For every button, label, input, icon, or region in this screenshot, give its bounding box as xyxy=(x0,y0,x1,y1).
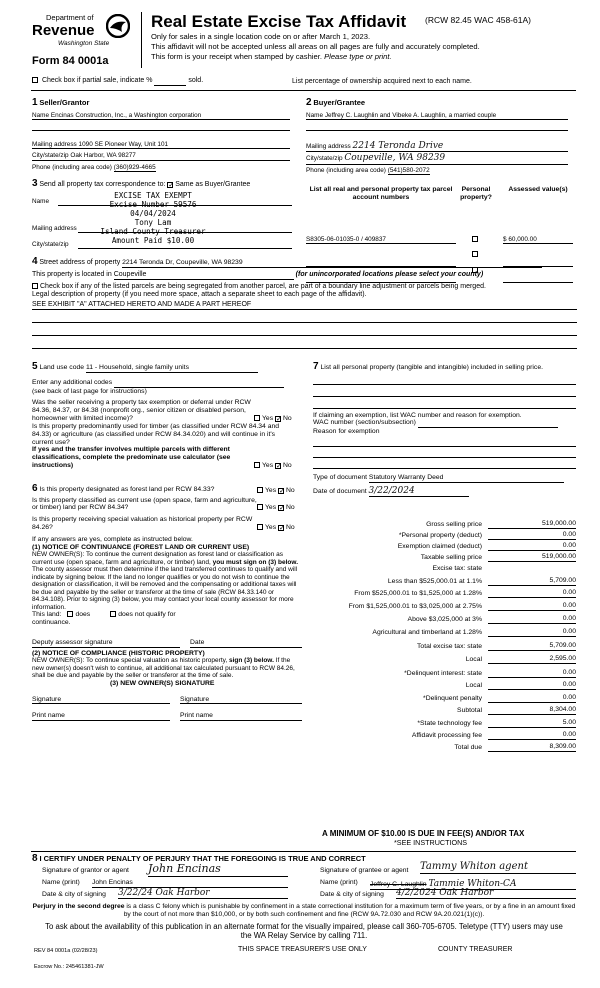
blank-line xyxy=(313,397,576,409)
tax-row-value[interactable]: 0.00 xyxy=(488,602,576,611)
does-not-checkbox[interactable] xyxy=(110,611,116,617)
label: Phone (including area code) xyxy=(306,166,386,174)
tax-row-label: Local xyxy=(465,682,482,690)
seller-phone-row xyxy=(32,164,290,171)
tax-row-label: From $1,525,000.01 to $3,025,000 at 2.75% xyxy=(348,603,482,611)
parcel-number[interactable]: S8305-06-01035-0 / 409837 xyxy=(306,236,386,243)
tax-row-value[interactable]: 519,000.00 xyxy=(488,520,576,529)
buyer-title: Buyer/Grantee xyxy=(313,98,366,107)
yes-label: Yes xyxy=(262,461,274,469)
notice2-body xyxy=(32,657,300,679)
buyer-mailing-value[interactable]: 2214 Teronda Drive xyxy=(352,140,444,151)
correspondence-name-label: Name xyxy=(32,198,50,205)
tax-row xyxy=(313,740,576,752)
no-label: No xyxy=(282,415,292,423)
seller-name-row xyxy=(32,112,290,120)
tax-row xyxy=(313,678,576,690)
no-label: No xyxy=(285,523,295,531)
header-note-3-italic: Please type or print. xyxy=(324,52,392,61)
notice1-text: The county assessor must then determine if the land transferred continues to qualify and will indicate by signing below. If the land no longer qualifies or you do not wish to continue the designation or classification, it will be removed and the compensating or additional taxes will be due and payable by the seller or transferor at the time of sale (RCW 84.33.140 or 84.34.108). Prior to signing (3) below, you may contact your local county assessor for more information. xyxy=(32,566,298,611)
line xyxy=(78,248,292,249)
doc-date-value[interactable]: 3/22/2024 xyxy=(369,486,469,497)
tax-row-value[interactable]: 8,304.00 xyxy=(488,706,576,715)
segregated-label: Check box if any of the listed parcels are being segregated from another parcel, are part of a boundary line adjustment or parcels being merged. xyxy=(40,282,486,290)
certification-title: I CERTIFY UNDER PENALTY OF PERJURY THAT THE FOREGOING IS TRUE AND CORRECT xyxy=(39,854,366,863)
property-address-value[interactable]: 2214 Teronda Dr, Coupeville, WA 98239 xyxy=(122,259,542,268)
tax-row-value[interactable]: 0.00 xyxy=(488,731,576,740)
grantee-signature[interactable] xyxy=(420,861,576,874)
notice2-title: (2) NOTICE OF COMPLIANCE (HISTORIC PROPERTY) xyxy=(32,649,205,657)
treasurer-only-label: THIS SPACE TREASURER'S USE ONLY xyxy=(238,946,367,953)
see-back-note: (see back of last page for instructions) xyxy=(32,387,147,395)
if-yes-note: If any answers are yes, complete as instructed below. xyxy=(32,535,193,543)
tax-row-label: Excise tax: state xyxy=(432,565,482,573)
label: Name xyxy=(32,111,50,119)
tax-row xyxy=(313,715,576,728)
owner-signature-line[interactable]: Signature xyxy=(180,696,302,705)
grantor-date-label: Date & city of signing xyxy=(42,891,106,898)
q-timber-bold: If yes and the transfer involves multiple parcels with different classifications, complete the predominate use calculator (see instructions) xyxy=(32,446,231,469)
grantor-name-label: Name (print) xyxy=(42,879,80,886)
legal-description-value[interactable]: SEE EXHIBIT "A" ATTACHED HERETO AND MADE A PART HEREOF xyxy=(32,301,577,310)
doc-type-label: Type of document xyxy=(313,473,368,481)
yes-label: Yes xyxy=(265,523,277,531)
buyer-city-row xyxy=(306,153,568,164)
section-number: 5 xyxy=(32,361,38,372)
correspondence-section xyxy=(32,178,294,248)
land-use-label: Land use code xyxy=(39,364,85,371)
escrow-number: Escrow No.: 245461381-JW xyxy=(34,964,104,970)
buyer-city-value[interactable]: Coupeville, WA 98239 xyxy=(344,153,446,164)
located-note: (for unincorporated locations please select your county) xyxy=(295,270,484,278)
perjury-text: is a class C felony which is punishable by confinement in a state correctional institution for a maximum term of five years, or by a fine in an amount fixed by the court of not more than $10,000, or by both such confinement and fine (RCW 9A.72.030 and RCW 9A.20.021(1)(c)). xyxy=(123,903,576,918)
assessed-header: Assessed value(s) xyxy=(508,186,568,193)
yes-label: Yes xyxy=(265,486,277,494)
parcel-row-1 xyxy=(306,236,456,244)
yes-label: Yes xyxy=(262,415,274,423)
buyer-name-row xyxy=(306,112,568,120)
tax-row-value[interactable]: 519,000.00 xyxy=(488,553,576,562)
this-land-label: This land: xyxy=(32,611,62,619)
blank-line xyxy=(313,373,576,385)
grantee-signature-value: Tammy Whiton agent xyxy=(420,861,528,872)
tax-row xyxy=(313,703,576,715)
notice3-title: (3) NEW OWNER(S) SIGNATURE xyxy=(110,679,215,687)
same-as-buyer-checkbox[interactable] xyxy=(167,182,173,188)
tax-row-value[interactable]: 2,595.00 xyxy=(488,655,576,664)
does-label: does xyxy=(75,611,91,619)
tax-row-value[interactable]: 0.00 xyxy=(488,681,576,690)
tax-row-label: Local xyxy=(465,656,482,664)
tax-row xyxy=(313,611,576,624)
personal-header: Personal property? xyxy=(460,186,492,201)
form-number: Form 84 0001a xyxy=(32,55,109,67)
yes-checkbox[interactable] xyxy=(257,524,263,530)
dept-of-text: Department of xyxy=(46,13,94,22)
notice2-text: NEW OWNER(S): To continue special valuation as historic property, xyxy=(32,657,228,665)
perjury-bold: Perjury in the second degree xyxy=(32,903,125,910)
section-number: 8 xyxy=(32,853,38,864)
section7-text: List all personal property (tangible and intangible) included in selling price. xyxy=(320,364,543,371)
revenue-text: Revenue xyxy=(32,22,95,39)
tax-row xyxy=(313,651,576,664)
land-use-section xyxy=(32,361,307,470)
stamp-line: Amount Paid $10.00 xyxy=(111,236,195,245)
owner-print-name-line[interactable]: Print name xyxy=(32,712,170,721)
correspondence-city-label: City/state/zip xyxy=(32,241,69,248)
notice1-text: NEW OWNER(S): To continue the current designation as forest land or classification as current use (open space, farm and agriculture, or timber) land, xyxy=(32,551,283,566)
grantor-signature-label: Signature of grantor or agent xyxy=(42,867,129,874)
tax-row xyxy=(313,529,576,540)
tax-row xyxy=(313,728,576,740)
buyer-phone-row xyxy=(306,167,568,174)
partial-sale-row xyxy=(32,77,203,86)
rcw-reference: (RCW 82.45 WAC 458-61A) xyxy=(425,15,531,25)
section-number: 3 xyxy=(32,178,38,189)
exemption-text: If claiming an exemption, list WAC number and reason for exemption. xyxy=(313,411,522,419)
label: Mailing address xyxy=(306,142,351,150)
q-historic: Is this property receiving special valuation as historical property per RCW 84.26? xyxy=(32,516,253,531)
header-note-1: Only for sales in a single location code on or after March 1, 2023. xyxy=(151,32,371,41)
tax-row-value[interactable]: 5,709.00 xyxy=(488,577,576,586)
no-checkbox[interactable] xyxy=(278,505,284,511)
does-not-label: does not qualify for xyxy=(118,611,176,619)
continuance-label: continuance. xyxy=(32,618,71,626)
q-forest: Is this property designated as forest land per RCW 84.33? xyxy=(39,486,215,493)
tax-row-label: Exemption claimed (deduct) xyxy=(397,543,482,551)
tax-row-value[interactable]: 0.00 xyxy=(488,531,576,540)
section-number: 1 xyxy=(32,97,38,108)
tax-row-value[interactable]: 0.00 xyxy=(488,542,576,551)
reason-label: Reason for exemption xyxy=(313,428,380,436)
yes-checkbox[interactable] xyxy=(257,487,263,493)
notice2-text: If the new owner(s) doesn't wish to continue, all additional tax calculated pursuant to RCW 84.26, shall be due and payable by the seller or transferor at the time of sale. xyxy=(32,657,295,680)
blank-line xyxy=(313,436,576,447)
doc-type-value[interactable]: Statutory Warranty Deed xyxy=(369,474,564,483)
tax-row xyxy=(313,540,576,551)
tax-row-value[interactable]: 5,709.00 xyxy=(488,642,576,651)
label: Mailing address xyxy=(32,140,77,148)
tax-row-label: Subtotal xyxy=(457,707,482,715)
grantor-date-value[interactable]: 3/22/24 Oak Harbor xyxy=(118,888,288,899)
yes-checkbox[interactable] xyxy=(257,504,263,510)
grantor-signature-value: John Encinas xyxy=(148,862,221,875)
tax-row xyxy=(313,624,576,637)
correspondence-mailing-label: Mailing address xyxy=(32,225,77,232)
blank-line xyxy=(32,310,577,323)
stamp-line: EXCISE TAX EXEMPT xyxy=(114,191,192,200)
personal-property-section xyxy=(313,361,576,497)
grantor-signature[interactable] xyxy=(148,863,288,877)
tax-row-label: Total excise tax: state xyxy=(417,643,482,651)
grantee-date-value[interactable]: 4/2/2024 Oak Harbor xyxy=(396,888,576,899)
doc-date-label: Date of document xyxy=(313,487,367,495)
notice1-bold: you must sign on (3) below. xyxy=(212,558,299,566)
grantee-name-handwritten[interactable]: Tammie Whiton-CA xyxy=(428,879,517,889)
header-note-3 xyxy=(151,53,392,62)
grantor-name-value[interactable]: John Encinas xyxy=(92,879,288,888)
owner-print-name-line[interactable]: Print name xyxy=(180,712,302,721)
wa-state-text: Washington State xyxy=(58,40,110,47)
yes-label: Yes xyxy=(265,504,277,512)
stamp-line: Excise Number 59576 xyxy=(109,200,197,209)
blank-line xyxy=(32,323,577,336)
tax-row-label: *State technology fee xyxy=(417,720,482,728)
section-number: 4 xyxy=(32,256,38,267)
assessed-value[interactable]: $ 60,000.00 xyxy=(503,236,537,243)
washington-logo-icon xyxy=(106,14,130,38)
additional-codes-label: Enter any additional codes xyxy=(32,378,113,386)
grantee-date-label: Date & city of signing xyxy=(320,891,384,898)
grantee-name-label: Name (print) xyxy=(320,879,358,886)
revision: REV 84 0001a (02/28/23) xyxy=(34,948,98,954)
blank-line xyxy=(313,458,576,469)
header-divider xyxy=(141,12,142,68)
label: Name xyxy=(306,111,324,119)
tax-row-value[interactable]: 0.00 xyxy=(488,628,576,637)
no-label: No xyxy=(285,504,295,512)
blank-line xyxy=(32,336,577,349)
tax-row-value[interactable]: 5.00 xyxy=(488,719,576,728)
grantee-name-value[interactable]: Jeffrey C. Laughlin xyxy=(370,881,427,888)
personal-property-checkbox[interactable] xyxy=(472,236,478,242)
treasurer-stamp xyxy=(88,191,218,245)
seller-title: Seller/Grantor xyxy=(39,98,90,107)
assessed-row-1 xyxy=(503,236,573,244)
seller-name-value[interactable]: Encinas Construction, Inc., a Washington corporation xyxy=(50,111,202,119)
partial-sale-label: Check box if partial sale, indicate % xyxy=(41,77,153,84)
land-use-value[interactable]: 11 - Household, single family units xyxy=(86,364,258,373)
tax-row xyxy=(313,664,576,678)
no-checkbox[interactable] xyxy=(278,525,284,531)
tax-row-label: Total due xyxy=(454,744,482,752)
located-value[interactable]: Coupeville xyxy=(114,271,294,280)
tax-row-label: Above $3,025,000 at 3% xyxy=(407,616,482,624)
blank-line xyxy=(32,120,290,131)
tax-table xyxy=(313,518,576,752)
tax-row-label: *Personal property (deduct) xyxy=(398,532,482,540)
same-as-buyer-label: Same as Buyer/Grantee xyxy=(175,181,251,188)
tax-row-value[interactable]: 8,309.00 xyxy=(488,743,576,752)
alt-format-note: To ask about the availability of this publication in an alternate format for the visually impaired, please call 360-705-6705. Teletype (TTY) users may use the WA Relay Service by calling 711. xyxy=(45,922,563,940)
page-title: Real Estate Excise Tax Affidavit xyxy=(151,12,407,31)
notice1-title: (1) NOTICE OF CONTINUANCE (FOREST LAND OR CURRENT USE) xyxy=(32,543,250,551)
partial-sale-percent-field[interactable] xyxy=(154,77,186,86)
seller-phone-value[interactable]: (360)929-4665 xyxy=(113,163,156,171)
tax-row-value[interactable]: 0.00 xyxy=(488,615,576,624)
buyer-mailing-row xyxy=(306,141,568,152)
notice2-bold: sign (3) below. xyxy=(229,657,274,665)
header-note-3-text: This form is your receipt when stamped by cashier. xyxy=(151,52,322,61)
parcel-header: List all real and personal property tax parcel account numbers xyxy=(309,186,453,201)
does-checkbox[interactable] xyxy=(67,611,73,617)
divider xyxy=(31,851,576,852)
q-current-use: Is this property classified as current use (open space, farm and agriculture, or timber) land per RCW 84.34? xyxy=(32,496,257,512)
stamp-line: 04/04/2024 xyxy=(130,209,176,218)
header-note-2: This affidavit will not be accepted unless all areas on all pages are fully and accurately completed. xyxy=(151,42,480,51)
sold-label: sold. xyxy=(188,77,204,84)
tax-row xyxy=(313,562,576,573)
q-exemption: Was the seller receiving a property tax exemption or deferral under RCW 84.36, 84.37, or 84.38 (nonprofit org., senior citizen or disabled person, homeowner with limited income)? xyxy=(32,399,251,423)
seller-city-row xyxy=(32,152,290,160)
tax-row-label: Agricultural and timberland at 1.28% xyxy=(372,629,482,637)
divider xyxy=(31,90,576,91)
address-label: Street address of property xyxy=(39,259,121,266)
deputy-signature-line[interactable]: Deputy assessor signature xyxy=(32,639,180,648)
tax-row xyxy=(313,518,576,529)
tax-row-label: Gross selling price xyxy=(426,521,482,529)
grantee-signature-label: Signature of grantee or agent xyxy=(320,867,409,874)
no-checkbox[interactable] xyxy=(275,463,281,469)
tax-row-value[interactable]: 0.00 xyxy=(488,669,576,678)
tax-row-label: From $525,000.01 to $1,525,000 at 1.28% xyxy=(354,590,482,598)
tax-row xyxy=(313,690,576,703)
tax-row-value[interactable]: 0.00 xyxy=(488,589,576,598)
no-checkbox[interactable] xyxy=(275,416,281,422)
label: City/state/zip xyxy=(306,155,343,163)
deputy-date-line[interactable]: Date xyxy=(190,639,302,648)
label: City/state/zip xyxy=(32,152,69,160)
perjury-notice xyxy=(30,903,578,918)
label: Phone (including area code) xyxy=(32,163,112,171)
seller-city-value[interactable]: Oak Harbor, WA 98277 xyxy=(70,152,136,160)
minimum-note: A MINIMUM OF $10.00 IS DUE IN FEE(S) AND/OR TAX xyxy=(322,829,525,838)
notice1-body xyxy=(32,551,300,611)
blank-line xyxy=(313,447,576,458)
legal-description-label: Legal description of property (if you need more space, attach a separate sheet to each page of the affidavit). xyxy=(32,290,367,298)
tax-row xyxy=(313,573,576,586)
stamp-line: Island County Treasurer xyxy=(100,227,206,236)
seller-section xyxy=(32,97,290,171)
see-instructions: *SEE INSTRUCTIONS xyxy=(394,838,468,847)
located-label: This property is located in xyxy=(32,270,112,278)
buyer-section xyxy=(306,97,568,174)
tax-row-label: Less than $525,000.01 at 1.1% xyxy=(387,578,482,586)
buyer-phone-value[interactable]: (541)580-2072 xyxy=(387,166,430,174)
partial-sale-checkbox[interactable] xyxy=(32,77,38,83)
tax-row xyxy=(313,551,576,562)
tax-row xyxy=(313,586,576,598)
no-label: No xyxy=(285,486,295,494)
section-number: 2 xyxy=(306,97,312,108)
tax-row-value[interactable]: 0.00 xyxy=(488,694,576,703)
section-number: 6 xyxy=(32,483,38,494)
stamp-line: Tony Lam xyxy=(134,218,172,227)
dor-logo xyxy=(32,12,132,58)
segregated-checkbox[interactable] xyxy=(32,283,38,289)
blank-line xyxy=(306,120,568,131)
property-section xyxy=(32,256,577,349)
yes-checkbox[interactable] xyxy=(254,462,260,468)
no-label: No xyxy=(282,461,292,469)
seller-mailing-row xyxy=(32,141,290,149)
q-timber: Is this property predominantly used for timber (as classified under RCW 84.34 and 84.33) or agriculture (as classified under RCW 84.34.020) and will continue in it's current use? xyxy=(32,422,280,446)
owner-signature-line[interactable]: Signature xyxy=(32,696,170,705)
tax-row-label: Taxable selling price xyxy=(420,554,482,562)
tax-row xyxy=(313,598,576,611)
tax-row-label: *Delinquent interest: state xyxy=(404,670,482,678)
tax-row-label: *Delinquent penalty xyxy=(423,695,482,703)
tax-row xyxy=(313,637,576,651)
wac-label: WAC number (section/subsection) xyxy=(313,419,416,427)
blank-line xyxy=(313,385,576,397)
no-checkbox[interactable] xyxy=(278,488,284,494)
buyer-name-value[interactable]: Jeffrey C. Laughlin and Vibeke A. Laughlin, a married couple xyxy=(324,111,497,119)
forest-land-section xyxy=(32,483,307,721)
yes-checkbox[interactable] xyxy=(254,415,260,421)
county-treasurer-label: COUNTY TREASURER xyxy=(438,946,513,953)
tax-row-label: Affidavit processing fee xyxy=(411,732,482,740)
ownership-note: List percentage of ownership acquired next to each name. xyxy=(292,78,472,85)
seller-mailing-value[interactable]: 1090 SE Pioneer Way, Unit 101 xyxy=(78,140,169,148)
section3-title: Send all property tax correspondence to: xyxy=(39,181,166,188)
section-number: 7 xyxy=(313,361,319,372)
